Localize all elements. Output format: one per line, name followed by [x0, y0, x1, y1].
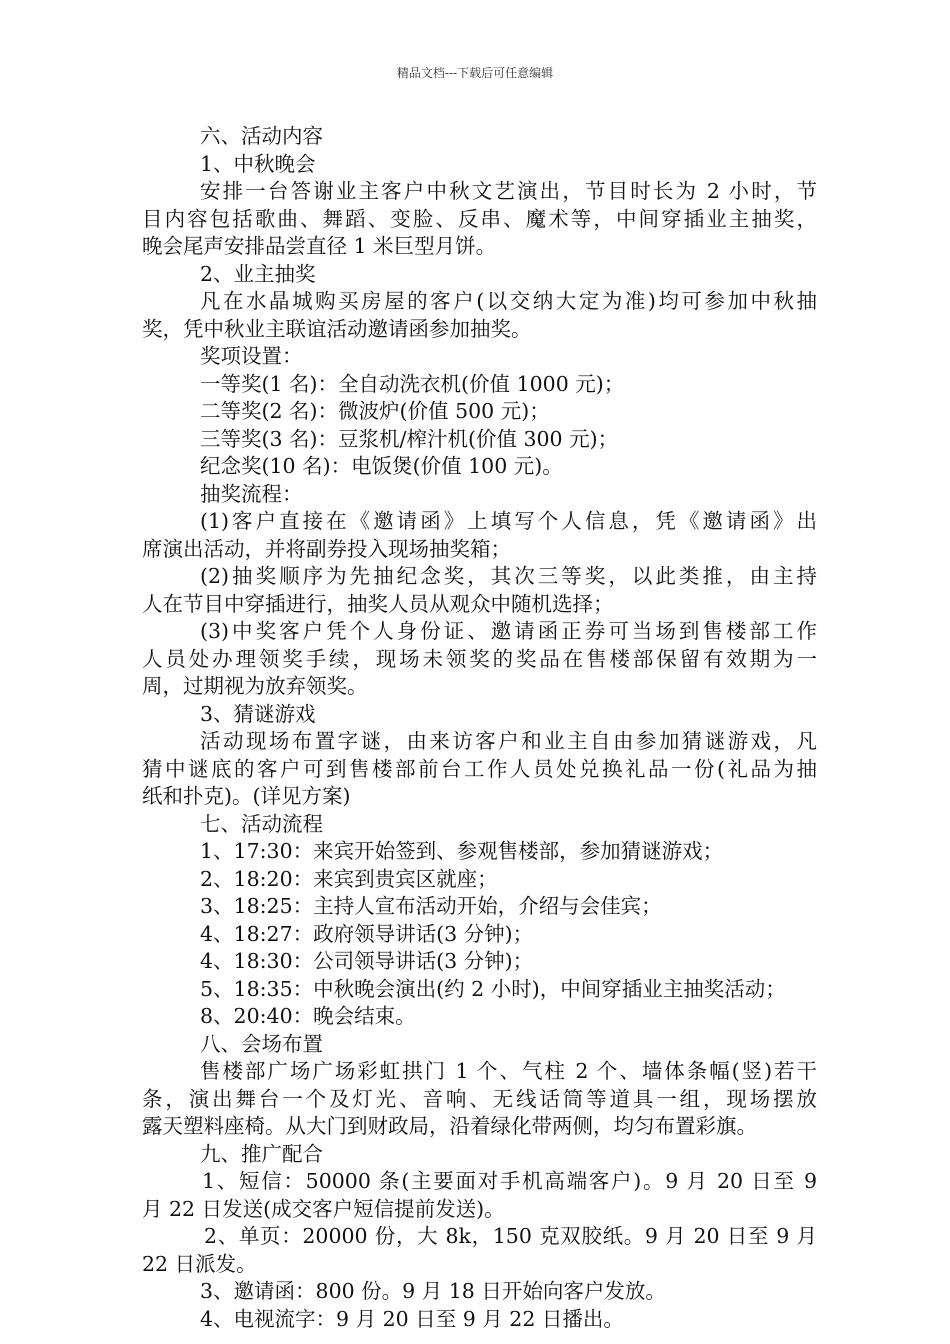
list-item: 2、单页：20000 份，大 8k，150 克双胶纸。9 月 20 日至 9 月 [204, 1224, 817, 1248]
document-body [142, 123, 817, 1333]
list-item: 二等奖(2 名)：微波炉(价值 500 元)； [200, 399, 550, 423]
list-item: 4、18:30：公司领导讲话(3 分钟)； [200, 949, 534, 973]
list-item: 1、短信：50000 条(主要面对手机高端客户)。9 月 20 日至 9 [202, 1169, 817, 1193]
paragraph-line: (1)客户直接在《邀请函》上填写个人信息，凭《邀请函》出 [200, 509, 817, 533]
paragraph-line: (3)中奖客户凭个人身份证、邀请函正券可当场到售楼部工作 [200, 619, 817, 643]
paragraph-line: 凡在水晶城购买房屋的客户(以交纳大定为准)均可参加中秋抽 [200, 289, 817, 313]
list-item: 一等奖(1 名)：全自动洗衣机(价值 1000 元)； [200, 371, 625, 396]
paragraph-line: 奖项设置： [200, 344, 303, 368]
list-item: 5、18:35：中秋晚会演出(约 2 小时)，中间穿插业主抽奖活动； [200, 976, 786, 1001]
section-heading: 九、推广配合 [200, 1141, 323, 1166]
paragraph-line: 条，演出舞台一个及灯光、音响、无线话筒等道具一组，现场摆放 [142, 1086, 817, 1111]
section-heading: 六、活动内容 [200, 124, 323, 148]
section-heading: 七、活动流程 [200, 811, 323, 836]
paragraph-line: 人员处办理领奖手续，现场未领奖的奖品在售楼部保留有效期为一 [142, 646, 817, 671]
list-item: 3、邀请函：800 份。9 月 18 日开始向客户发放。 [200, 1279, 666, 1303]
list-item: 2、18:20：来宾到贵宾区就座； [200, 866, 498, 891]
paragraph-line: 猜中谜底的客户可到售楼部前台工作人员处兑换礼品一份(礼品为抽 [142, 756, 817, 781]
paragraph-line: 售楼部广场广场彩虹拱门 1 个、气柱 2 个、墙体条幅(竖)若干 [200, 1059, 817, 1083]
paragraph-line: 纸和扑克)。(详见方案) [142, 784, 351, 808]
paragraph-line: 活动现场布置字谜，由来访客户和业主自由参加猜谜游戏，凡 [200, 729, 817, 753]
subsection-heading: 2、业主抽奖 [200, 261, 316, 286]
list-item: 三等奖(3 名)：豆浆机/榨汁机(价值 300 元)； [200, 426, 619, 451]
list-item: 4、电视流字：9 月 20 日至 9 月 22 日播出。 [200, 1306, 624, 1331]
paragraph-line: 席演出活动，并将副券投入现场抽奖箱； [142, 536, 511, 561]
paragraph-line: 奖，凭中秋业主联谊活动邀请函参加抽奖。 [142, 316, 532, 341]
list-item: 8、20:40：晚会结束。 [200, 1004, 416, 1028]
page-header: 精品文档---下载后可任意编辑 [396, 66, 554, 80]
section-heading: 八、会场布置 [200, 1031, 323, 1056]
paragraph-line: 抽奖流程： [200, 481, 303, 506]
paragraph-line: 安排一台答谢业主客户中秋文艺演出，节目时长为 2 小时，节 [200, 179, 817, 203]
list-item: 4、18:27：政府领导讲话(3 分钟)； [200, 921, 534, 946]
list-item: 3、18:25：主持人宣布活动开始，介绍与会佳宾； [200, 894, 662, 918]
paragraph-line: 露天塑料座椅。从大门到财政局，沿着绿化带两侧，均匀布置彩旗。 [142, 1114, 757, 1138]
paragraph-line: 晚会尾声安排品尝直径 1 米巨型月饼。 [142, 234, 497, 258]
paragraph-line: 目内容包括歌曲、舞蹈、变脸、反串、魔术等，中间穿插业主抽奖， [142, 206, 817, 231]
paragraph-line: 周，过期视为放弃领奖。 [142, 674, 368, 698]
paragraph-line: (2)抽奖顺序为先抽纪念奖，其次三等奖，以此类推，由主持 [200, 564, 817, 588]
list-item: 纪念奖(10 名)：电饭煲(价值 100 元)。 [200, 454, 563, 478]
subsection-heading: 1、中秋晚会 [200, 151, 316, 176]
list-item: 1、17:30：来宾开始签到、参观售楼部，参加猜谜游戏； [200, 839, 724, 863]
paragraph-line: 人在节目中穿插进行，抽奖人员从观众中随机选择； [142, 591, 614, 616]
paragraph-line: 22 日派发。 [142, 1251, 257, 1276]
subsection-heading: 3、猜谜游戏 [200, 701, 316, 726]
paragraph-line: 月 22 日发送(成交客户短信提前发送)。 [142, 1196, 505, 1221]
